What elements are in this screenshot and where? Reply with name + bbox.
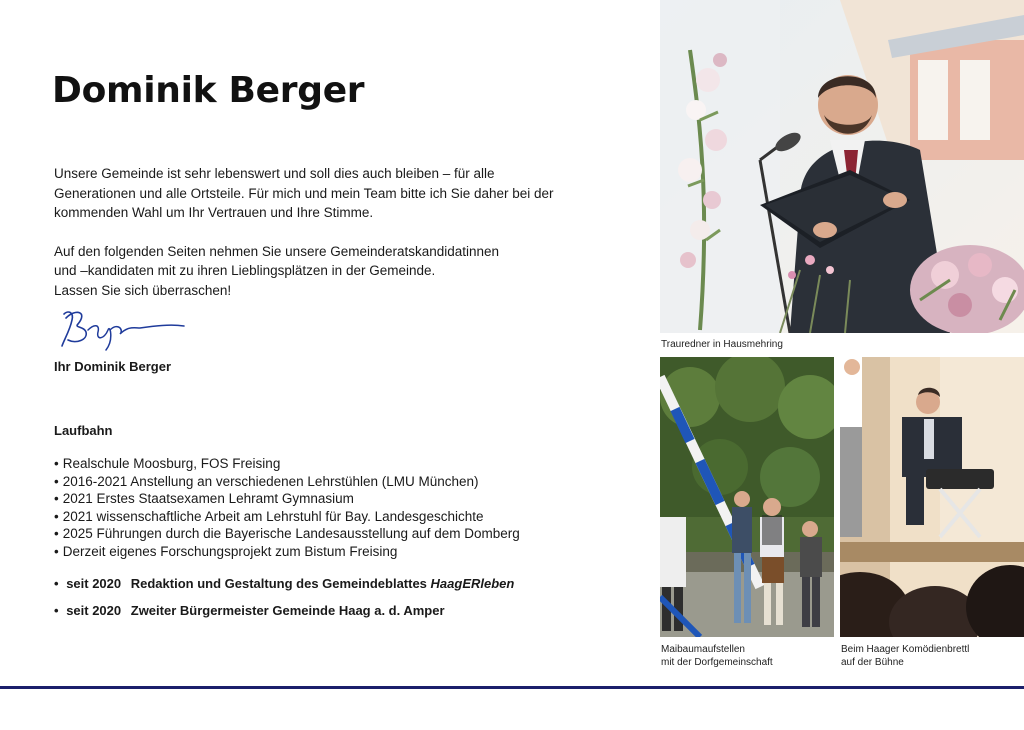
career-list <box>54 455 520 560</box>
list-item: • 2025 Führungen durch die Bayerische Landesausstellung auf dem Domberg <box>54 525 520 543</box>
photo-komoedienbrettl <box>840 357 1024 637</box>
intro-paragraph-1: Unsere Gemeinde ist sehr lebenswert und soll dies auch bleiben – für alle Generationen und alle Ortsteile. Für mich und mein Team bitte ich Sie daher bei der kommenden Wahl um Ihr Vertrauen und Ihre Stimme. <box>54 166 554 220</box>
photo-maibaumaufstellen <box>660 357 834 637</box>
roles-list <box>54 575 514 629</box>
photo-caption: Trauredner in Hausmehring <box>661 339 783 350</box>
role-item <box>54 602 514 619</box>
page-title: Dominik Berger <box>52 70 365 111</box>
list-item: • Realschule Moosburg, FOS Freising <box>54 455 520 473</box>
photo-caption <box>841 643 969 669</box>
intro-line: und –kandidaten mit zu ihren Lieblingsplätzen in der Gemeinde. <box>54 263 436 278</box>
role-year: seit 2020 <box>66 576 122 591</box>
role-year: seit 2020 <box>66 603 122 618</box>
photo-caption <box>661 643 773 669</box>
role-emphasis: HaagERleben <box>430 576 515 591</box>
intro-paragraph-2 <box>54 242 554 301</box>
list-item: • 2021 Erstes Staatsexamen Lehramt Gymnasium <box>54 490 520 508</box>
handwritten-signature <box>54 300 194 356</box>
intro-line: Auf den folgenden Seiten nehmen Sie unsere Gemeinderatskandidatinnen <box>54 243 500 259</box>
signature-name: Ihr Dominik Berger <box>54 359 172 374</box>
career-title: Laufbahn <box>54 423 113 438</box>
caption-line: mit der Dorfgemeinschaft <box>661 657 773 668</box>
caption-line: Beim Haager Komödienbrettl <box>841 644 970 655</box>
list-item: • 2021 wissenschaftliche Arbeit am Lehrstuhl für Bay. Landesgeschichte <box>54 508 520 526</box>
caption-line: Maibaumaufstellen <box>661 644 745 655</box>
intro-line: Lassen Sie sich überraschen! <box>54 282 232 298</box>
role-text: Redaktion und Gestaltung des Gemeindeblattes <box>130 576 431 591</box>
bottom-divider <box>0 686 1024 689</box>
list-item: • 2016-2021 Anstellung an verschiedenen Lehrstühlen (LMU München) <box>54 473 520 491</box>
intro-text <box>54 164 554 300</box>
role-text: Zweiter Bürgermeister Gemeinde Haag a. d. Amper <box>130 603 445 618</box>
photo-trauredner <box>660 0 1024 333</box>
list-item: • Derzeit eigenes Forschungsprojekt zum Bistum Freising <box>54 543 520 561</box>
role-item <box>54 575 514 592</box>
caption-line: auf der Bühne <box>841 657 904 668</box>
